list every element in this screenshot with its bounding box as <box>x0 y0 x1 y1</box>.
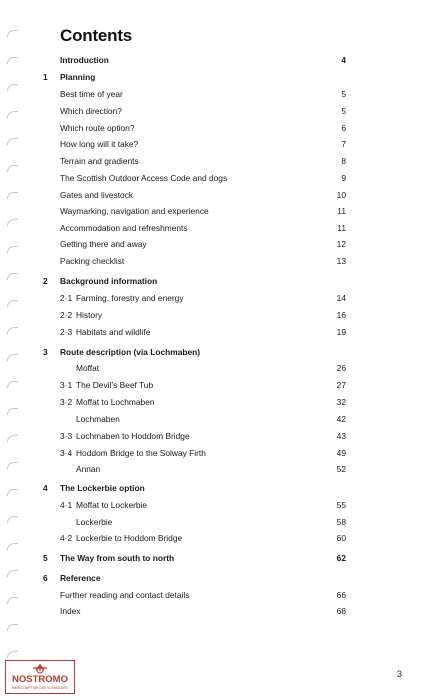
toc-page-number: 62 <box>336 553 346 563</box>
toc-page-number: 16 <box>336 310 346 320</box>
toc-section-number: 3·2 <box>60 397 73 407</box>
toc-page-number: 52 <box>336 464 346 474</box>
toc-entry-label: Moffat to Lochmaben <box>76 397 155 407</box>
toc-entry-label: Habitats and wildlife <box>76 327 151 337</box>
toc-entry-label: Planning <box>60 72 96 82</box>
toc-entry <box>0 588 436 603</box>
toc-page-number: 12 <box>336 239 346 249</box>
toc-page-number: 11 <box>337 223 346 233</box>
toc-entry <box>0 345 436 360</box>
logo-tagline: WEB COMPTOIR DES VOYAGEURS <box>12 686 68 690</box>
toc-entry-label: Best time of year <box>60 89 123 99</box>
toc-entry <box>0 446 436 461</box>
toc-chapter-number: 2 <box>43 276 48 286</box>
toc-entry <box>0 481 436 496</box>
toc-entry <box>0 571 436 586</box>
toc-page-number: 8 <box>341 156 346 166</box>
toc-entry <box>0 498 436 513</box>
toc-page-number: 27 <box>336 380 346 390</box>
toc-entry-label: The Scottish Outdoor Access Code and dogs <box>60 173 228 183</box>
toc-entry-label: The Way from south to north <box>60 553 175 563</box>
toc-entry <box>0 237 436 252</box>
toc-chapter-number: 3 <box>43 347 48 357</box>
toc-page-number: 55 <box>336 500 346 510</box>
toc-entry <box>0 604 436 619</box>
toc-entry-label: Waymarking, navigation and experience <box>60 206 209 216</box>
nostromo-logo <box>5 660 75 694</box>
toc-page-number: 7 <box>341 139 346 149</box>
toc-page-number: 19 <box>336 327 346 337</box>
toc-entry-label: Introduction <box>60 55 109 65</box>
toc-entry-label: Accommodation and refreshments <box>60 223 188 233</box>
toc-entry <box>0 395 436 410</box>
toc-chapter-number: 4 <box>43 483 48 493</box>
nostromo-logo-icon <box>6 661 74 693</box>
toc-section-number: 2·3 <box>60 327 73 337</box>
toc-page-number: 26 <box>336 363 346 373</box>
toc-page-number: 14 <box>336 293 346 303</box>
toc-page-number: 4 <box>341 55 346 65</box>
toc-page-number: 60 <box>336 533 346 543</box>
toc-entry <box>0 291 436 306</box>
toc-entry <box>0 308 436 323</box>
toc-entry <box>0 462 436 477</box>
page-number: 3 <box>397 669 403 679</box>
toc-entry <box>0 551 436 566</box>
toc-entry <box>0 137 436 152</box>
toc-entry-label: Terrain and gradients <box>60 156 139 166</box>
toc-entry <box>0 104 436 119</box>
toc-page-number: 32 <box>336 397 346 407</box>
toc-entry <box>0 361 436 376</box>
toc-page-number: 6 <box>341 123 346 133</box>
toc-entry-label: History <box>76 310 103 320</box>
toc-entry-label: Reference <box>60 573 101 583</box>
toc-entry <box>0 515 436 530</box>
toc-page-number: 66 <box>336 590 346 600</box>
logo-brand: NOSTROMO <box>12 674 68 685</box>
toc-section-number: 4·1 <box>60 500 73 510</box>
toc-section-number: 2·2 <box>60 310 73 320</box>
toc-entry <box>0 188 436 203</box>
toc-entry-label: Moffat <box>76 363 100 373</box>
toc-entry-label: Lochmaben to Hoddom Bridge <box>76 431 190 441</box>
page-title: Contents <box>60 26 133 45</box>
toc-entry-label: Which route option? <box>60 123 135 133</box>
toc-entry-label: Hoddom Bridge to the Solway Firth <box>76 448 206 458</box>
toc-entry <box>0 429 436 444</box>
toc-section-number: 3·3 <box>60 431 73 441</box>
toc-entry <box>0 325 436 340</box>
toc-entry-label: Getting there and away <box>60 239 147 249</box>
toc-chapter-number: 5 <box>43 553 48 563</box>
toc-page-number: 58 <box>336 517 346 527</box>
toc-section-number: 2·1 <box>60 293 73 303</box>
toc-entry-label: Moffat to Lockerbie <box>76 500 148 510</box>
toc-chapter-number: 6 <box>43 573 48 583</box>
toc-entry <box>0 531 436 546</box>
toc-entry <box>0 53 436 68</box>
toc-page-number: 11 <box>337 206 346 216</box>
toc-entry <box>0 221 436 236</box>
toc-entry-label: Further reading and contact details <box>60 590 190 600</box>
toc-entry <box>0 204 436 219</box>
toc-entry-label: Lockerbie to Hoddom Bridge <box>76 533 183 543</box>
toc-entry <box>0 121 436 136</box>
toc-entry-label: Which direction? <box>60 106 122 116</box>
toc-entry <box>0 171 436 186</box>
toc-entry <box>0 87 436 102</box>
toc-page-number: 13 <box>336 256 346 266</box>
toc-entry-label: The Devil’s Beef Tub <box>76 380 154 390</box>
toc-entry-label: Annan <box>76 464 101 474</box>
toc-entry-label: Index <box>60 606 81 616</box>
toc-page-number: 5 <box>341 89 346 99</box>
toc-entry <box>0 274 436 289</box>
toc-chapter-number: 1 <box>43 72 48 82</box>
toc-page-number: 10 <box>336 190 346 200</box>
toc-entry <box>0 254 436 269</box>
toc-entry-label: Packing checklist <box>60 256 125 266</box>
toc-entry <box>0 378 436 393</box>
toc-section-number: 4·2 <box>60 533 73 543</box>
toc-entry-label: How long will it take? <box>60 139 139 149</box>
toc-entry <box>0 412 436 427</box>
toc-entry <box>0 70 436 85</box>
toc-entry-label: Background information <box>60 276 158 286</box>
toc-page-number: 5 <box>341 106 346 116</box>
toc-page-number: 42 <box>336 414 346 424</box>
toc-page-number: 49 <box>336 448 346 458</box>
toc-entry-label: Gates and livestock <box>60 190 134 200</box>
toc-entry-label: Lochmaben <box>76 414 120 424</box>
toc-entry-label: Farming, forestry and energy <box>76 293 184 303</box>
toc-entry-label: Lockerbie <box>76 517 113 527</box>
toc-entry-label: Route description (via Lochmaben) <box>60 347 201 357</box>
toc-entry <box>0 154 436 169</box>
toc-section-number: 3·1 <box>60 380 73 390</box>
toc-entry-label: The Lockerbie option <box>60 483 145 493</box>
toc-page-number: 9 <box>341 173 346 183</box>
toc-page-number: 68 <box>336 606 346 616</box>
toc-page-number: 43 <box>336 431 346 441</box>
toc-section-number: 3·4 <box>60 448 73 458</box>
